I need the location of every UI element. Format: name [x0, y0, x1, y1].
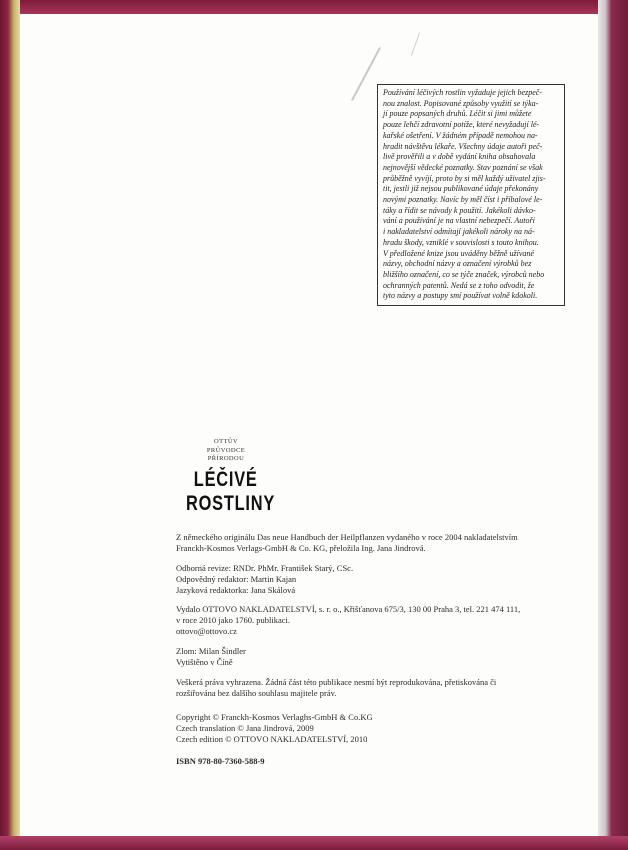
- disclaimer-line: průběžně vyvíjí, proto by si měl každý uživatel zjis-: [383, 173, 546, 183]
- publisher-email: ottovo@ottovo.cz: [176, 626, 237, 636]
- rights-notice: [176, 677, 576, 699]
- copyright-info: [176, 712, 576, 745]
- disclaimer-line: jí pouze popsaných druhů. Léčit si jimi můžete: [383, 109, 532, 119]
- disclaimer-line: tyto názvy a postupy smí používat volně kdokoli.: [383, 291, 538, 301]
- isbn: ISBN 978-80-7360-588-9: [176, 756, 265, 766]
- disclaimer-line: bližšího označení, co se týče značek, výrobců nebo: [383, 269, 545, 279]
- disclaimer-line: Používání léčivých rostlin vyžaduje jejich bezpeč-: [383, 88, 542, 97]
- publisher-info: [176, 604, 576, 637]
- disclaimer-line: vání a používání je na vlastní nebezpečí. Autoři: [383, 216, 535, 226]
- disclaimer-line: i nakladatelství odmítají jakékoli nároky na ná-: [383, 227, 535, 237]
- disclaimer-line: kařské ošetření. V žádném případě nemohou na-: [383, 130, 538, 140]
- imprint-line: Odpovědný redaktor: Martin Kajan: [176, 574, 297, 584]
- imprint-line: v roce 2010 jako 1760. publikaci.: [176, 615, 291, 625]
- book-binding-top: [0, 0, 628, 14]
- imprint-line: Zlom: Milan Šindler: [176, 646, 246, 656]
- disclaimer-line: novými poznatky. Navíc by měl číst i příbalové le-: [383, 195, 543, 205]
- book-binding-left: [0, 0, 20, 850]
- book-title-line: LÉČIVÉ: [193, 468, 258, 491]
- disclaimer-line: názvy, obchodní názvy a označení výrobků bez: [383, 259, 532, 269]
- disclaimer-line: táky a řídit se návody k použití. Jakékoli dávko-: [383, 205, 536, 215]
- imprint-line: Vydalo OTTOVO NAKLADATELSTVÍ, s. r. o., Křišťanova 675/3, 130 00 Praha 3, tel. 221 474 111,: [176, 604, 521, 614]
- disclaimer-line: nou znalost. Popisované způsoby využití se týka-: [383, 98, 539, 108]
- imprint-line: Vytištěno v Číně: [176, 657, 233, 667]
- series-line: OTTŮV: [213, 438, 239, 445]
- editors-info: [176, 563, 576, 596]
- series-line: PŘÍRODOU: [207, 455, 245, 462]
- imprint-line: Odborná revize: RNDr. PhMr. František Starý, CSc.: [176, 563, 354, 573]
- imprint-line: Czech translation © Jana Jindrová, 2009: [176, 723, 314, 733]
- imprint-line: Veškerá práva vyhrazena. Žádná část této publikace nesmí být reprodukována, přetiskována či: [176, 677, 497, 687]
- disclaimer-line: tit, jestli již nejsou publikované údaje překonány: [383, 184, 539, 194]
- disclaimer-line: hradu škody, vzniklé v souvislosti s touto knihou.: [383, 237, 539, 247]
- disclaimer-line: hradit návštěvu lékaře. Všechny údaje autoři peč-: [383, 141, 543, 151]
- production-info: [176, 646, 576, 668]
- imprint-line: Copyright © Franckh-Kosmos Verlaghs-GmbH & Co.KG: [176, 712, 373, 722]
- disclaimer-line: livě prověřili a v době vydání kniha obsahovala: [383, 152, 536, 162]
- disclaimer-line: pouze lehčí zdravotní potíže, které nevyžadují lé-: [383, 120, 540, 130]
- disclaimer-line: nejnovější vědecké poznatky. Stav poznání se však: [383, 162, 543, 172]
- series-name: [186, 438, 266, 464]
- disclaimer-line: ochranných patentů. Nedá se z toho odvodit, že: [383, 280, 535, 290]
- imprint-line: Franckh-Kosmos Verlags-GmbH & Co. KG, přeložila Ing. Jana Jindrová.: [176, 543, 426, 553]
- disclaimer-box: [377, 84, 565, 306]
- book-binding-right: [598, 0, 628, 850]
- original-edition-info: [176, 532, 576, 554]
- imprint-line: Czech edition © OTTOVO NAKLADATELSTVÍ, 2010: [176, 734, 368, 744]
- imprint-line: Z německého originálu Das neue Handbuch der Heilpflanzen vydaného v roce 2004 nakladatelstvím: [176, 532, 518, 542]
- book-title-line: ROSTLINY: [186, 492, 276, 515]
- imprint-line: rozšiřována bez dalšího souhlasu majitele práv.: [176, 688, 337, 698]
- pencil-mark: [411, 33, 420, 56]
- series-line: PRŮVODCE: [206, 446, 246, 454]
- book-binding-bottom: [0, 836, 628, 850]
- book-title: [186, 468, 275, 516]
- imprint-line: Jazyková redaktorka: Jana Skálová: [176, 585, 296, 595]
- disclaimer-line: V předložené knize jsou uváděny běžně užívané: [383, 248, 534, 258]
